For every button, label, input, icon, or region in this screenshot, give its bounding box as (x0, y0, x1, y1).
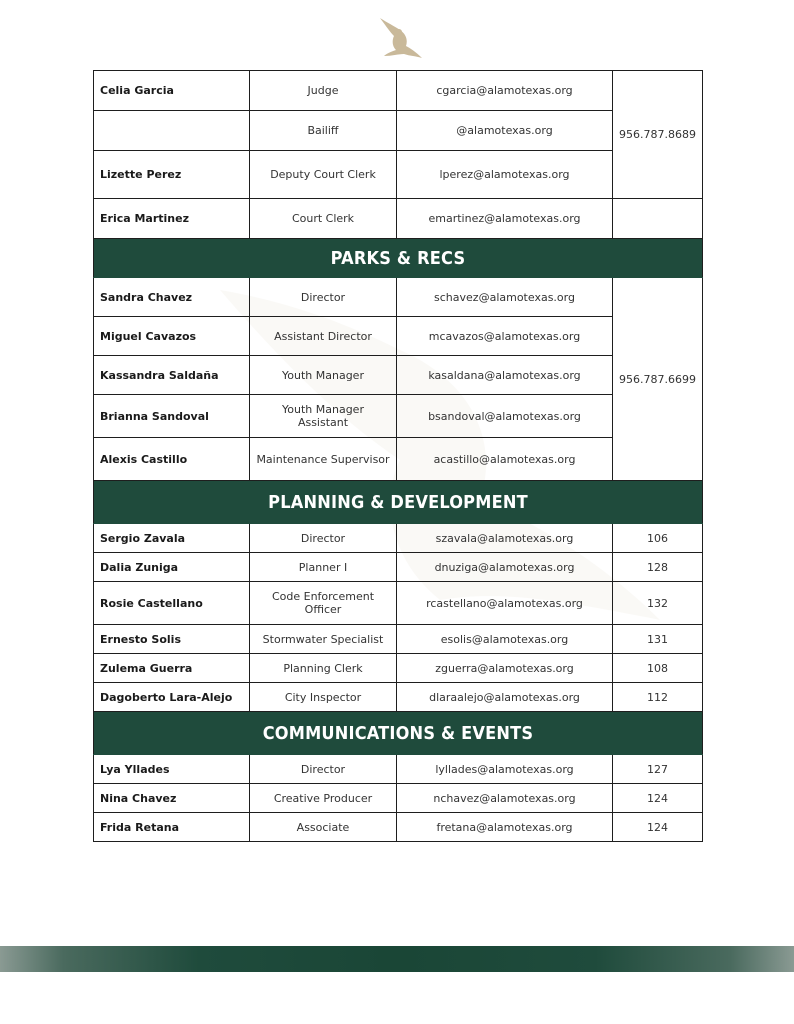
staff-ext: 112 (613, 683, 703, 712)
staff-title: Director (250, 278, 397, 317)
staff-name: Kassandra Saldaña (94, 356, 250, 395)
table-row (94, 582, 703, 625)
staff-name: Erica Martinez (94, 199, 250, 239)
staff-title: Youth Manager Assistant (250, 395, 397, 438)
section-header-parks (94, 239, 703, 278)
staff-email[interactable]: bsandoval@alamotexas.org (397, 395, 613, 438)
staff-title: Bailiff (250, 111, 397, 151)
staff-ext: 131 (613, 625, 703, 654)
staff-email[interactable]: fretana@alamotexas.org (397, 813, 613, 842)
staff-email[interactable]: dlaraalejo@alamotexas.org (397, 683, 613, 712)
staff-email[interactable]: cgarcia@alamotexas.org (397, 71, 613, 111)
staff-name: Alexis Castillo (94, 438, 250, 481)
eagle-logo-icon (376, 16, 424, 58)
staff-title: Court Clerk (250, 199, 397, 239)
staff-ext: 124 (613, 784, 703, 813)
table-row (94, 625, 703, 654)
staff-name (94, 111, 250, 151)
department-phone: 956.787.6699 (613, 278, 703, 481)
staff-email[interactable]: acastillo@alamotexas.org (397, 438, 613, 481)
table-row (94, 111, 703, 151)
staff-title: Creative Producer (250, 784, 397, 813)
table-row (94, 395, 703, 438)
table-row (94, 438, 703, 481)
staff-name: Celia Garcia (94, 71, 250, 111)
staff-email[interactable]: schavez@alamotexas.org (397, 278, 613, 317)
table-row (94, 654, 703, 683)
staff-ext: 128 (613, 553, 703, 582)
staff-email[interactable]: kasaldana@alamotexas.org (397, 356, 613, 395)
staff-title: Maintenance Supervisor (250, 438, 397, 481)
staff-title: Deputy Court Clerk (250, 151, 397, 199)
table-row (94, 317, 703, 356)
staff-ext (613, 199, 703, 239)
staff-title: Associate (250, 813, 397, 842)
staff-title: Director (250, 755, 397, 784)
staff-title: Assistant Director (250, 317, 397, 356)
staff-name: Zulema Guerra (94, 654, 250, 683)
table-row (94, 151, 703, 199)
staff-email[interactable]: emartinez@alamotexas.org (397, 199, 613, 239)
table-row (94, 784, 703, 813)
staff-ext: 124 (613, 813, 703, 842)
staff-ext: 132 (613, 582, 703, 625)
staff-title: Code Enforcement Officer (250, 582, 397, 625)
staff-email[interactable]: rcastellano@alamotexas.org (397, 582, 613, 625)
section-title: PARKS & RECS (94, 239, 703, 278)
staff-title: Youth Manager (250, 356, 397, 395)
table-row (94, 524, 703, 553)
staff-name: Rosie Castellano (94, 582, 250, 625)
staff-name: Sandra Chavez (94, 278, 250, 317)
staff-name: Nina Chavez (94, 784, 250, 813)
table-row (94, 356, 703, 395)
staff-title: Planning Clerk (250, 654, 397, 683)
staff-email[interactable]: zguerra@alamotexas.org (397, 654, 613, 683)
staff-name: Frida Retana (94, 813, 250, 842)
section-title: COMMUNICATIONS & EVENTS (94, 712, 703, 755)
staff-ext: 108 (613, 654, 703, 683)
department-phone: 956.787.8689 (613, 71, 703, 199)
staff-name: Lya Yllades (94, 755, 250, 784)
table-row (94, 71, 703, 111)
staff-email[interactable]: esolis@alamotexas.org (397, 625, 613, 654)
staff-email[interactable]: nchavez@alamotexas.org (397, 784, 613, 813)
section-title: PLANNING & DEVELOPMENT (94, 481, 703, 524)
staff-name: Brianna Sandoval (94, 395, 250, 438)
table-row (94, 199, 703, 239)
staff-title: Stormwater Specialist (250, 625, 397, 654)
table-row (94, 278, 703, 317)
table-row (94, 755, 703, 784)
staff-email[interactable]: szavala@alamotexas.org (397, 524, 613, 553)
staff-name: Sergio Zavala (94, 524, 250, 553)
section-header-planning (94, 481, 703, 524)
staff-directory-table (93, 70, 703, 842)
staff-title: City Inspector (250, 683, 397, 712)
table-row (94, 813, 703, 842)
staff-title: Planner I (250, 553, 397, 582)
staff-ext: 127 (613, 755, 703, 784)
table-row (94, 683, 703, 712)
staff-email[interactable]: lyllades@alamotexas.org (397, 755, 613, 784)
section-header-communications (94, 712, 703, 755)
staff-email[interactable]: @alamotexas.org (397, 111, 613, 151)
staff-name: Dalia Zuniga (94, 553, 250, 582)
staff-name: Ernesto Solis (94, 625, 250, 654)
staff-title: Director (250, 524, 397, 553)
staff-name: Miguel Cavazos (94, 317, 250, 356)
staff-email[interactable]: lperez@alamotexas.org (397, 151, 613, 199)
staff-title: Judge (250, 71, 397, 111)
staff-email[interactable]: dnuziga@alamotexas.org (397, 553, 613, 582)
table-row (94, 553, 703, 582)
staff-ext: 106 (613, 524, 703, 553)
staff-name: Lizette Perez (94, 151, 250, 199)
staff-name: Dagoberto Lara-Alejo (94, 683, 250, 712)
footer-bar (0, 946, 794, 972)
staff-email[interactable]: mcavazos@alamotexas.org (397, 317, 613, 356)
